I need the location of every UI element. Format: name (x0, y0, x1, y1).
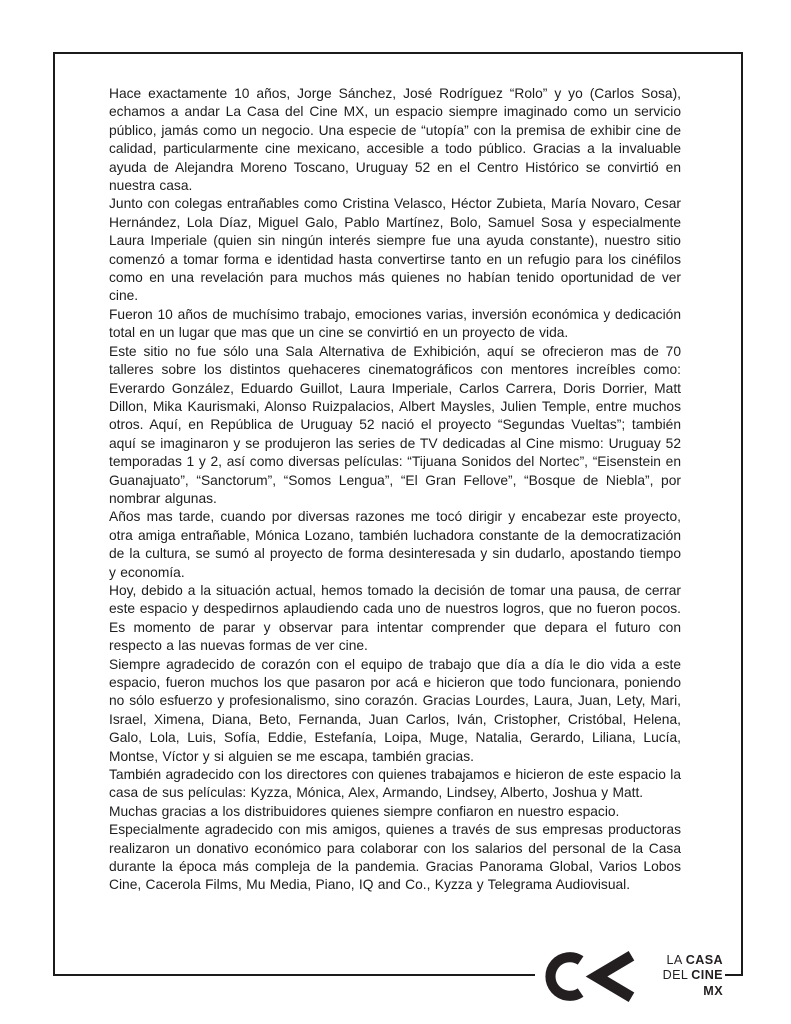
letter-paragraph-1: Hace exactamente 10 años, Jorge Sánchez, José Rodríguez “Rolo” y yo (Carlos Sosa), echamos a andar La Casa del Cine MX, un espacio siempre imaginado como un servicio público, jamás como un negocio. Una especie de “utopía” con la premisa de exhibir cine de calidad, particularmente cine mexicano, accesible a todo público. Gracias a la invaluable ayuda de Alejandra Moreno Toscano, Uruguay 52 en el Centro Histórico se convirtió en nuestra casa. (109, 86, 681, 194)
letter-paragraph-7: Siempre agradecido de corazón con el equipo de trabajo que día a día le dio vida a este espacio, fueron muchos los que pasaron por acá e hicieron que todo funcionara, poniendo no sólo esfuerzo y profesionalismo, sino corazón. Gracias Lourdes, Laura, Juan, Lety, Mari, Israel, Ximena, Diana, Beto, Fernanda, Juan Carlos, Iván, Cristopher, Cristóbal, Helena, Galo, Lola, Luis, Sofía, Eddie, Estefanía, Loipa, Muge, Natalia, Gerardo, Liliana, Lucía, Montse, Víctor y si alguien se me escapa, también gracias. (109, 656, 681, 764)
la-casa-del-cine-logo (535, 948, 725, 1004)
logo-wordmark-line2: DEL CINE (662, 968, 723, 983)
letter-paragraph-4: Este sitio no fue sólo una Sala Alternativa de Exhibición, aquí se ofrecieron mas de 70 talleres sobre los distintos quehaceres cinematográficos con mentores increíbles como: Everardo González, Eduardo Guillot, Laura Imperiale, Carlos Carrera, Doris Dorrier, Matt Dillon, Mika Kaurismaki, Alonso Ruizpalacios, Albert Maysles, Julien Temple, entre muchos otros. Aquí, en República de Uruguay 52 nació el proyecto “Segundas Vueltas”; también aquí se imaginaron y se produjeron las series de TV dedicadas al Cine mismo: Uruguay 52 temporadas 1 y 2, así como diversas películas: “Tijuana Sonidos del Nortec”, “Eisenstein en Guanajuato”, “Sanctorum”, “Somos Lengua”, “El Gran Fellove”, “Bosque de Niebla”, por nombrar algunas. (109, 343, 681, 506)
logo-wordmark (649, 953, 723, 1000)
letter-paragraph-10: Especialmente agradecido con mis amigos, quienes a través de sus empresas productoras realizaron un donativo económico para colaborar con los salarios del personal de la Casa durante la época más compleja de la pandemia. Gracias Panorama Global, Varios Lobos Cine, Cacerola Films, Mu Media, Piano, IQ and Co., Kyzza y Telegrama Audiovisual. (109, 822, 681, 893)
letter-paragraph-2: Junto con colegas entrañables como Cristina Velasco, Héctor Zubieta, María Novaro, Cesar Hernández, Lola Díaz, Miguel Galo, Pablo Martínez, Bolo, Samuel Sosa y especialmente Laura Imperiale (quien sin ningún interés siempre fue una ayuda constante), nuestro sitio comenzó a tomar forma e identidad hasta convertirse tanto en un refugio para los cinéfilos como en una revelación para muchos más quienes no habían tenido oportunidad de ver cine. (109, 196, 681, 304)
letter-paragraph-3: Fueron 10 años de muchísimo trabajo, emociones varias, inversión económica y dedicación total en un lugar que mas que un cine se convirtió en un proyecto de vida. (109, 306, 681, 341)
letter-paragraph-5: Años mas tarde, cuando por diversas razones me tocó dirigir y encabezar este proyecto, otra amiga entrañable, Mónica Lozano, también luchadora constante de la democratización de la cultura, se sumó al proyecto de forma desinteresada y sin dudarlo, apostando tiempo y economía. (109, 509, 681, 580)
letter-body (109, 85, 681, 895)
letter-paragraph-9: Muchas gracias a los distribuidores quienes siempre confiaron en nuestro espacio. (109, 803, 620, 819)
logo-wordmark-line3: MX (703, 983, 723, 998)
casa-del-cine-monogram-icon (545, 950, 637, 1003)
logo-wordmark-line1: LA CASA (666, 952, 723, 967)
letter-paragraph-6: Hoy, debido a la situación actual, hemos tomado la decisión de tomar una pausa, de cerrar este espacio y despedirnos aplaudiendo cada uno de nuestros logros, que no fueron pocos. Es momento de parar y observar para intentar comprender que depara el futuro con respecto a las nuevas formas de ver cine. (109, 582, 681, 654)
letter-paragraph-8: También agradecido con los directores con quienes trabajamos e hicieron de este espacio la casa de sus películas: Kyzza, Mónica, Alex, Armando, Lindsey, Alberto, Joshua y Matt. (109, 767, 681, 801)
